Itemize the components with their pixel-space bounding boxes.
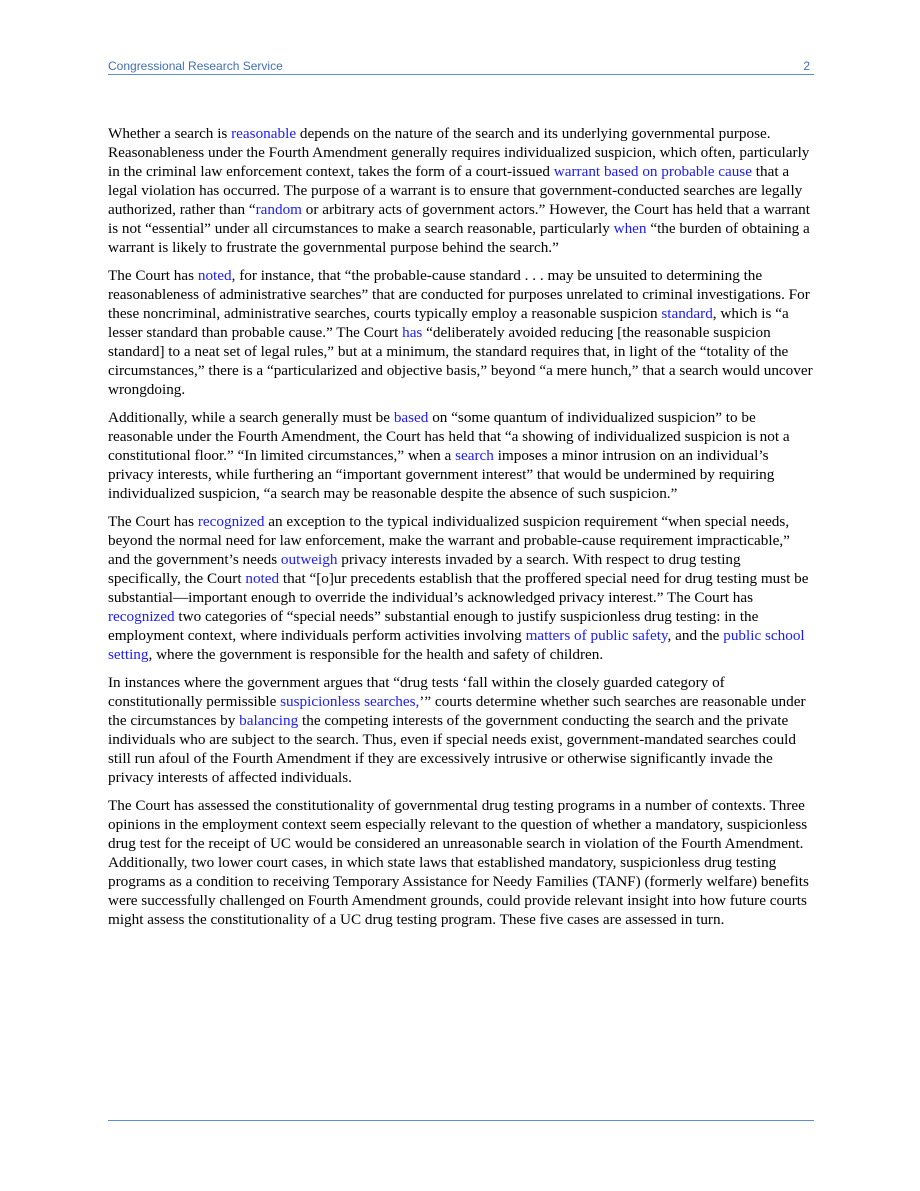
- link-random[interactable]: random: [255, 201, 302, 218]
- page-number: 2: [803, 59, 810, 73]
- link-based[interactable]: based: [393, 409, 429, 426]
- text-run: an exception to the typical individualized suspicion requirement “when special needs, beyond the normal need for law enforcement, make the warrant and probable-cause requirement impracticable,” and the government’s needs: [108, 513, 790, 568]
- text-run: on “some quantum of individualized suspicion” to be reasonable under the Fourth Amendment, the Court has held that “a showing of individualized suspicion is not a constitutional floor.” “In limited circumstances,” when a: [108, 409, 790, 464]
- paragraph-1: [108, 124, 814, 257]
- link-outweigh[interactable]: outweigh: [280, 551, 338, 568]
- text-run: or arbitrary acts of government actors.” However, the Court has held that a warrant is not “essential” under all circumstances to make a search reasonable, particularly: [108, 201, 810, 237]
- text-run: privacy interests invaded by a search. With respect to drug testing specifically, the Court: [108, 551, 741, 587]
- text-run: The Court has: [108, 267, 198, 284]
- text-run: , and the: [667, 627, 724, 644]
- page-header: [108, 58, 814, 75]
- text-run: , where the government is responsible for the health and safety of children.: [148, 646, 604, 663]
- paragraph-6: [108, 796, 814, 929]
- paragraph-3: [108, 408, 814, 503]
- text-run: depends on the nature of the search and its underlying governmental purpose. Reasonableness under the Fourth Amendment generally requires individualized suspicion, which often, particularly in the criminal law enforcement context, takes the form of a court-issued: [108, 125, 810, 180]
- text-run: the competing interests of the government conducting the search and the private individuals who are subject to the search. Thus, even if special needs exist, government-mandated searches could still run afoul of the Fourth Amendment if they are excessively intrusive or otherwise significantly invade the privacy interests of affected individuals.: [108, 712, 796, 786]
- link-recognized-2[interactable]: recognized: [108, 608, 175, 625]
- link-reasonable[interactable]: reasonable: [231, 125, 297, 142]
- link-noted-2[interactable]: noted: [245, 570, 280, 587]
- link-balancing[interactable]: balancing: [239, 712, 299, 729]
- text-run: In instances where the government argues that “drug tests ‘fall within the closely guarded category of constitutionally permissible: [108, 674, 725, 710]
- text-run: imposes a minor intrusion on an individual’s privacy interests, while furthering an “important government interest” that would be undermined by requiring individualized suspicion, “a search may be reasonable despite the absence of such suspicion.”: [108, 447, 775, 502]
- text-run: that a legal violation has occurred. The purpose of a warrant is to ensure that government-conducted searches are legally authorized, rather than “: [108, 163, 803, 218]
- text-run: “the burden of obtaining a warrant is likely to frustrate the governmental purpose behind the search.”: [108, 220, 810, 256]
- link-warrant-based-on-probable-cause[interactable]: warrant based on probable cause: [553, 163, 752, 180]
- link-recognized[interactable]: recognized: [197, 513, 265, 530]
- header-divider: [108, 74, 814, 75]
- text-run: Additionally, while a search generally must be: [108, 409, 394, 426]
- link-noted[interactable]: noted: [197, 267, 232, 284]
- link-has[interactable]: has: [402, 324, 423, 341]
- text-run: two categories of “special needs” substantial enough to justify suspicionless drug testing: in the employment context, where individuals perform activities involving: [108, 608, 759, 644]
- link-standard[interactable]: standard: [661, 305, 713, 322]
- link-public-school-setting[interactable]: public school setting: [108, 627, 805, 663]
- link-when[interactable]: when: [613, 220, 647, 237]
- footer-divider: [108, 1120, 814, 1121]
- paragraph-2: [108, 266, 814, 399]
- text-run: ’” courts determine whether such searches are reasonable under the circumstances by: [108, 693, 806, 729]
- link-suspicionless-searches[interactable]: suspicionless searches,: [280, 693, 420, 710]
- paragraph-4: [108, 512, 814, 664]
- document-body: [108, 124, 814, 938]
- header-organization: Congressional Research Service: [108, 59, 283, 73]
- text-run: The Court has assessed the constitutionality of governmental drug testing programs in a number of contexts. Three opinions in the employment context seem especially relevant to the question of whether a mandatory, suspicionless drug test for the receipt of UC would be considered an unreasonable search in violation of the Fourth Amendment. Additionally, two lower court cases, in which state laws that established mandatory, suspicionless drug testing programs as a condition to receiving Temporary Assistance for Needy Families (TANF) (formerly welfare) benefits were successfully challenged on Fourth Amendment grounds, could provide relevant insight into how future courts might assess the constitutionality of a UC drug testing program. These five cases are assessed in turn.: [108, 797, 809, 928]
- text-run: Whether a search is: [108, 125, 232, 142]
- link-matters-of-public-safety[interactable]: matters of public safety: [525, 627, 668, 644]
- link-search[interactable]: search: [455, 447, 494, 464]
- text-run: “deliberately avoided reducing [the reasonable suspicion standard] to a neat set of legal rules,” but at a minimum, the standard requires that, in light of the “totality of the circumstances,” there is a “particularized and objective basis,” beyond “a mere hunch,” that a search would uncover wrongdoing.: [108, 324, 813, 398]
- text-run: , for instance, that “the probable-cause standard . . . may be unsuited to determining the reasonableness of administrative searches” that are conducted for purposes unrelated to criminal investigations. For these noncriminal, administrative searches, courts typically employ a reasonable suspicion: [108, 267, 810, 322]
- text-run: that “[o]ur precedents establish that the proffered special need for drug testing must be substantial—important enough to override the individual’s acknowledged privacy interest.” The Court has: [108, 570, 809, 606]
- text-run: , which is “a lesser standard than probable cause.” The Court: [108, 305, 789, 341]
- paragraph-5: [108, 673, 814, 787]
- text-run: The Court has: [108, 513, 198, 530]
